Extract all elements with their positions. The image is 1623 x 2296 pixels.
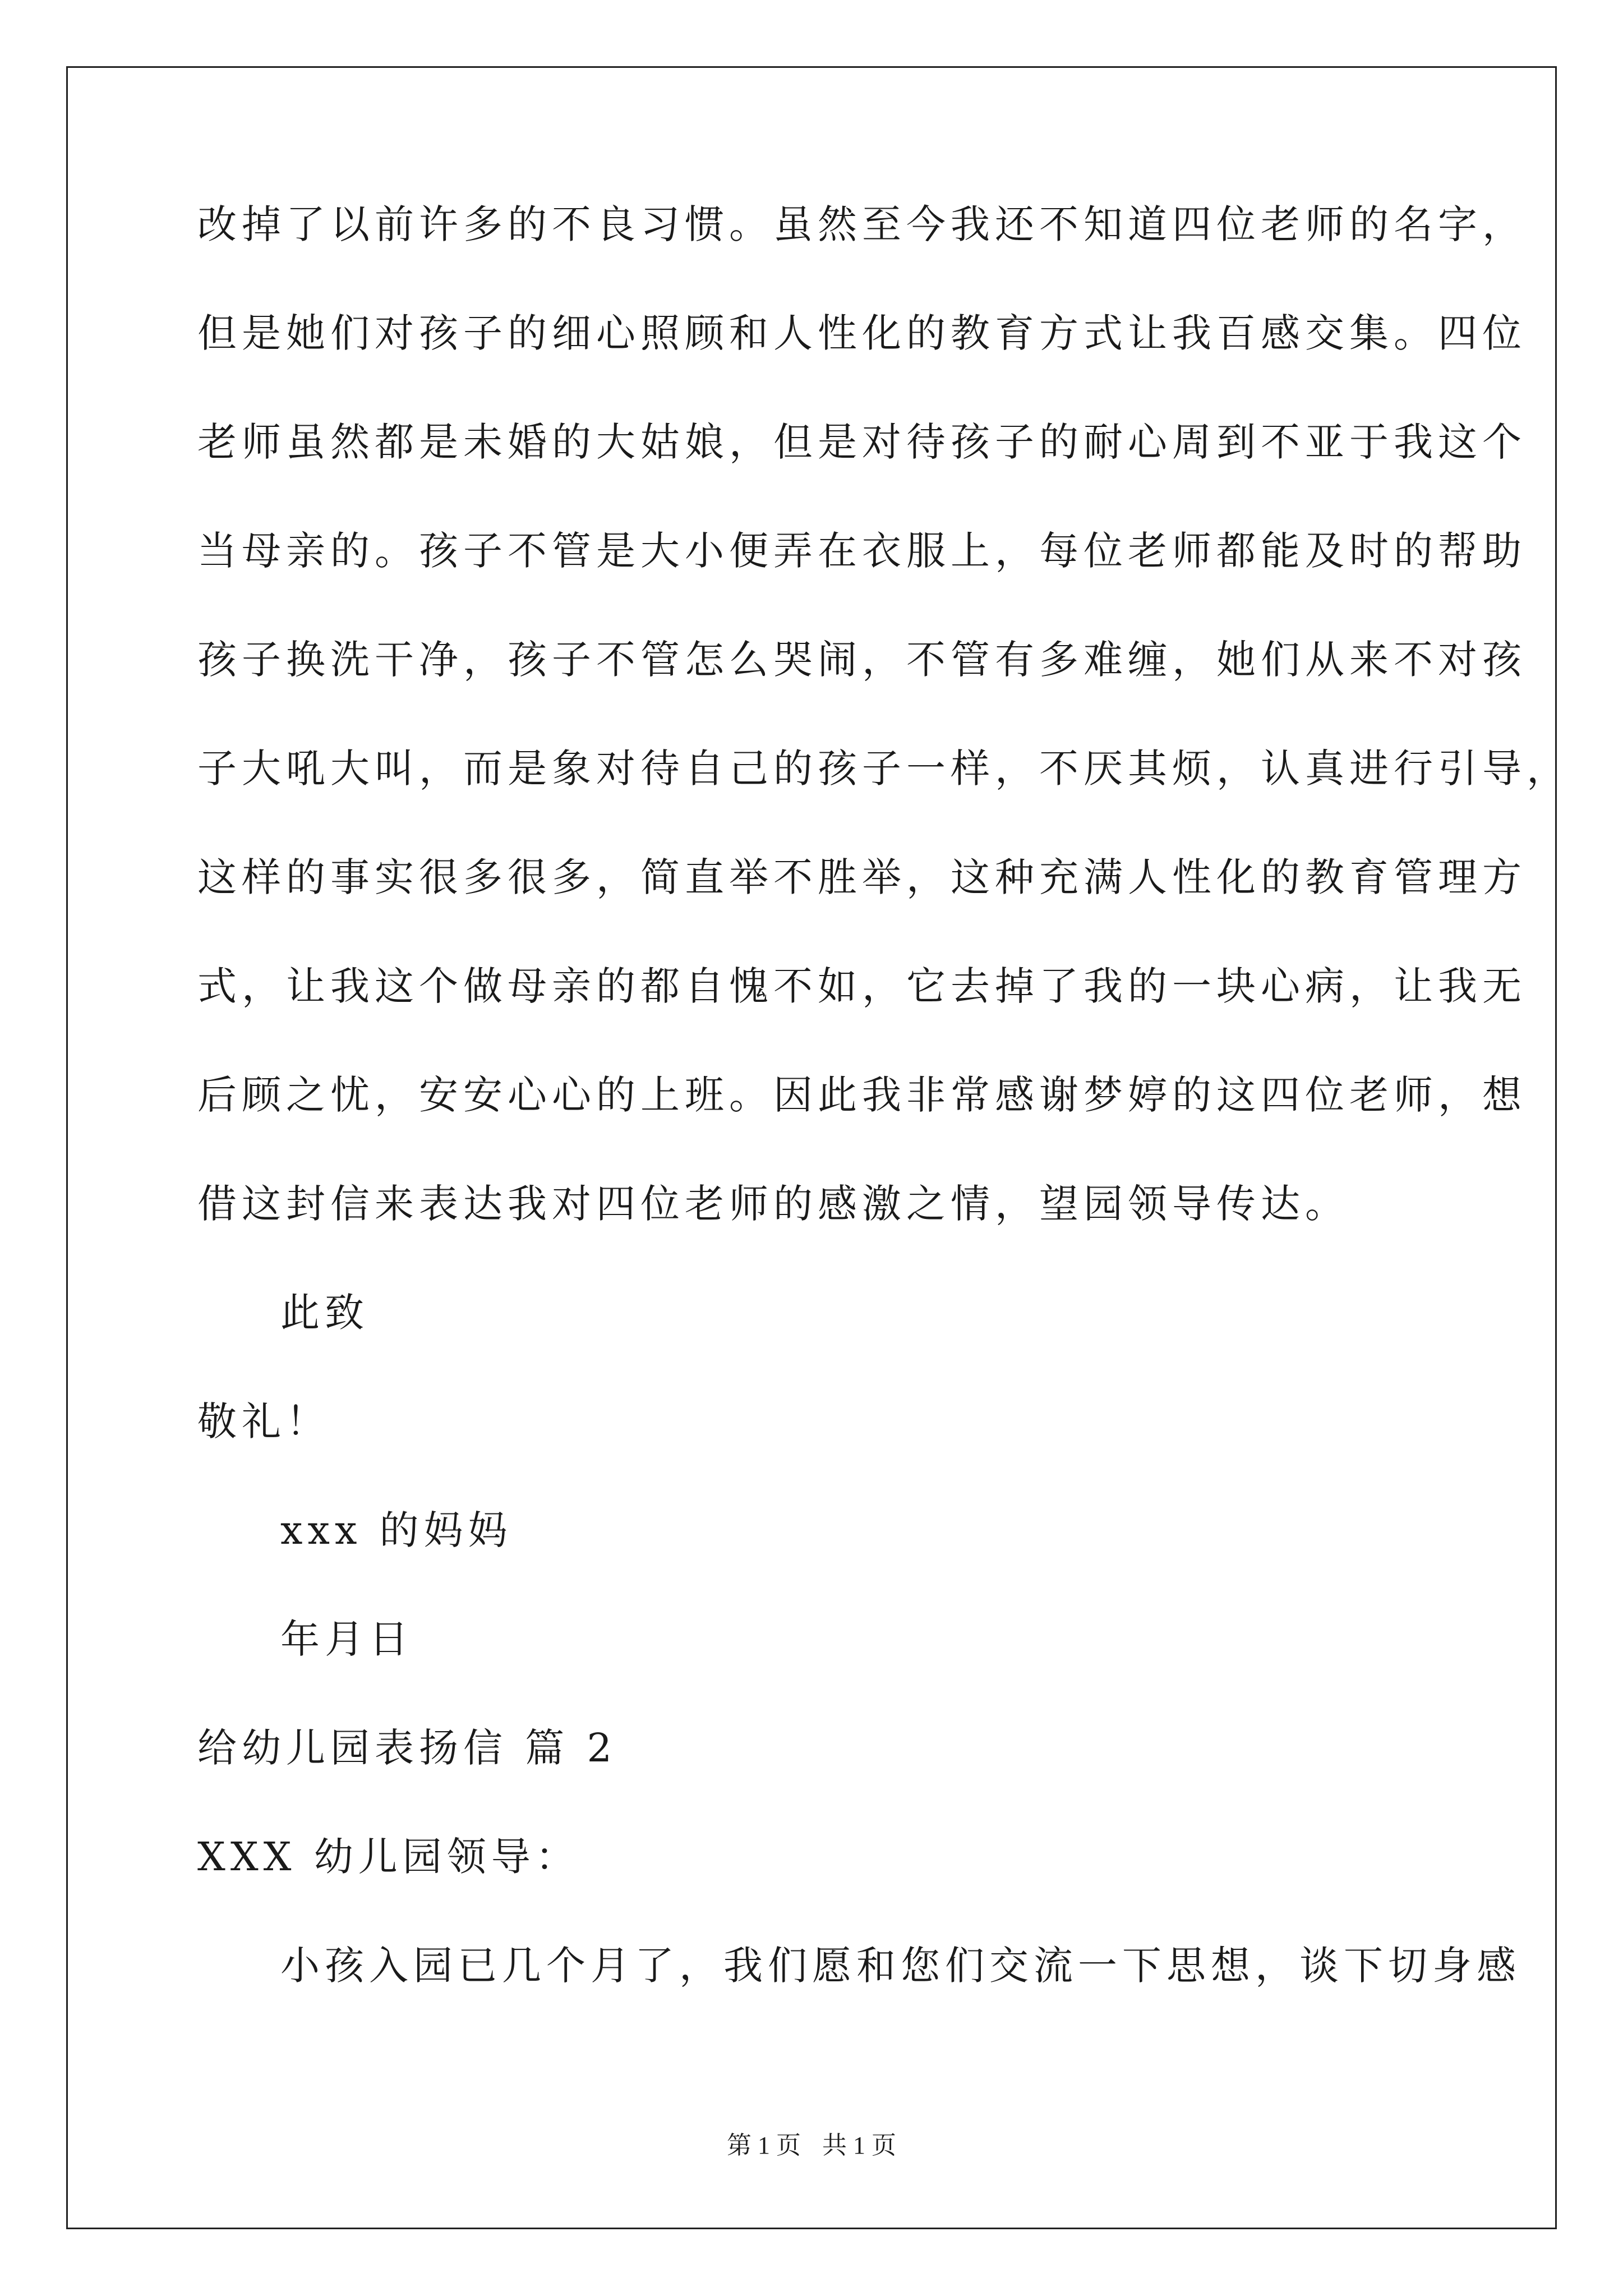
section-title: 给幼儿园表扬信 篇 2 bbox=[197, 1725, 617, 1771]
page-number: 第 1 页 bbox=[727, 2132, 801, 2159]
opening-line: 小孩入园已几个月了，我们愿和您们交流一下思想，谈下切身感 bbox=[280, 1943, 1521, 1989]
paragraph-line: 孩子换洗干净，孩子不管怎么哭闹，不管有多难缠，她们从来不对孩 bbox=[197, 637, 1527, 683]
closing-jingli: 敬礼！ bbox=[197, 1398, 330, 1444]
page-footer bbox=[0, 2132, 1623, 2160]
page-total: 共 1 页 bbox=[822, 2132, 896, 2159]
salutation: XXX 幼儿园领导： bbox=[197, 1834, 580, 1880]
paragraph-line: 借这封信来表达我对四位老师的感激之情，望园领导传达。 bbox=[197, 1181, 1349, 1227]
paragraph-line: 但是她们对孩子的细心照顾和人性化的教育方式让我百感交集。四位 bbox=[197, 310, 1527, 356]
signature: xxx 的妈妈 bbox=[280, 1507, 513, 1553]
paragraph-line: 当母亲的。孩子不管是大小便弄在衣服上，每位老师都能及时的帮助 bbox=[197, 528, 1527, 574]
paragraph-line: 老师虽然都是未婚的大姑娘，但是对待孩子的耐心周到不亚于我这个 bbox=[197, 419, 1527, 465]
paragraph-line: 这样的事实很多很多，简直举不胜举，这种充满人性化的教育管理方 bbox=[197, 854, 1527, 900]
paragraph-line: 改掉了以前许多的不良习惯。虽然至今我还不知道四位老师的名字， bbox=[197, 201, 1527, 247]
paragraph-line: 子大吼大叫，而是象对待自己的孩子一样，不厌其烦，认真进行引导， bbox=[197, 746, 1571, 792]
document-body bbox=[197, 201, 1571, 2052]
closing-cizhi: 此致 bbox=[280, 1290, 369, 1336]
paragraph-line: 后顾之忧，安安心心的上班。因此我非常感谢梦婷的这四位老师，想 bbox=[197, 1072, 1527, 1118]
paragraph-line: 式，让我这个做母亲的都自愧不如，它去掉了我的一块心病，让我无 bbox=[197, 963, 1527, 1009]
date-line: 年月日 bbox=[280, 1616, 413, 1662]
